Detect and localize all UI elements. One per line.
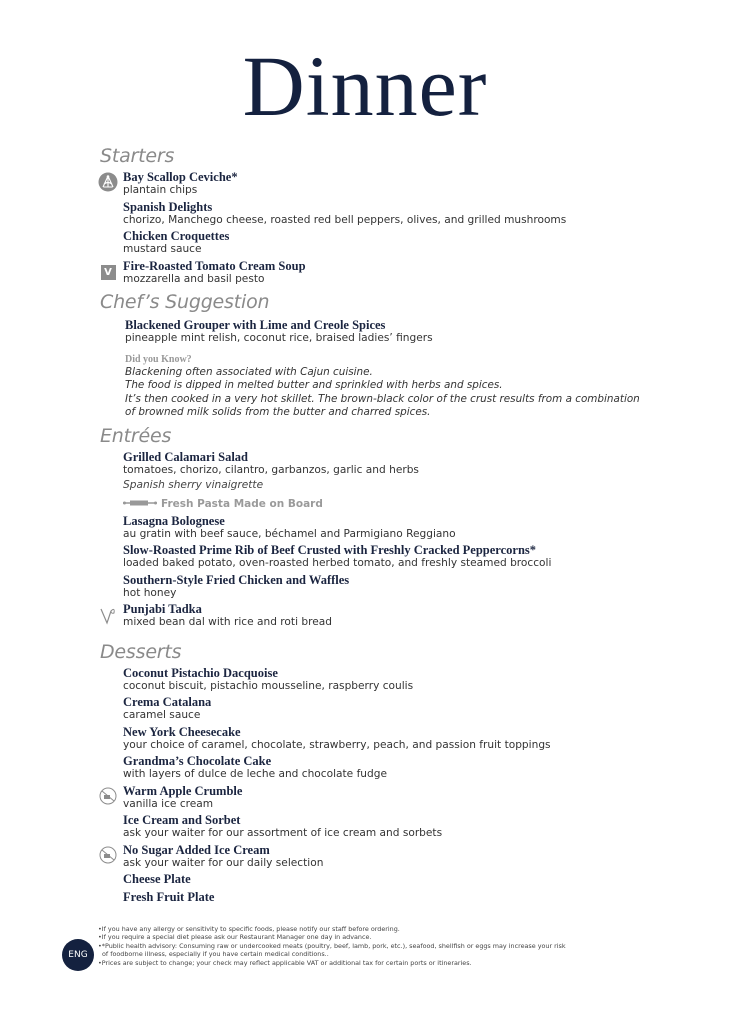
no-sugar-icon <box>98 845 118 865</box>
did-you-know <box>100 354 660 420</box>
rolling-pin-icon <box>123 498 157 510</box>
footer-note: •Prices are subject to change; your check may reflect applicable VAT or additional tax for certain ports or itineraries. <box>98 958 472 967</box>
item-name: Crema Catalana <box>123 695 212 709</box>
item-desc: coconut biscuit, pistachio mousseline, raspberry coulis <box>123 679 414 692</box>
vegetarian-icon-label: V <box>101 265 116 280</box>
section-title: Desserts <box>100 640 182 663</box>
footer-note: of foodborne illness, especially if you have certain medical conditions.. <box>102 950 329 959</box>
item-desc: vanilla ice cream <box>123 797 214 810</box>
section-chefs-suggestion <box>100 290 660 420</box>
page-title: Dinner <box>242 38 488 134</box>
footer-note: •If you require a special diet please ask our Restaurant Manager one day in advance. <box>98 933 372 942</box>
item-name: Spanish Delights <box>123 199 213 214</box>
section-entrees <box>100 424 660 630</box>
item-desc: your choice of caramel, chocolate, strawberry, peach, and passion fruit toppings <box>123 738 551 751</box>
did-you-know-heading: Did you Know? <box>125 353 192 365</box>
did-you-know-line: The food is dipped in melted butter and sprinkled with herbs and spices. <box>125 379 503 391</box>
menu-item <box>100 602 660 630</box>
menu-item <box>100 813 660 841</box>
item-desc: mustard sauce <box>123 243 202 255</box>
menu-item <box>100 754 660 782</box>
pasta-banner-label: Fresh Pasta Made on Board <box>161 497 323 510</box>
item-name: Coconut Pistachio Dacquoise <box>123 665 278 680</box>
vegan-icon <box>98 605 118 625</box>
footer-note: •*Public health advisory: Consuming raw or undercooked meats (poultry, beef, lamb, pork, etc.), seafood, shellfish or eggs may increase your risk <box>98 941 566 950</box>
item-name: Grandma’s Chocolate Cake <box>123 754 272 768</box>
item-name: Fire-Roasted Tomato Cream Soup <box>123 258 306 273</box>
item-desc: loaded baked potato, oven-roasted herbed tomato, and freshly steamed broccoli <box>123 557 552 569</box>
item-desc: tomatoes, chorizo, cilantro, garbanzos, garlic and herbs <box>123 463 419 476</box>
menu-item <box>100 514 660 542</box>
menu-item <box>100 573 660 601</box>
menu-body <box>100 144 660 906</box>
section-title: Entrées <box>100 424 172 447</box>
item-name: Grilled Calamari Salad <box>123 449 248 464</box>
menu-item <box>100 200 660 228</box>
menu-item <box>100 318 660 346</box>
item-desc: caramel sauce <box>123 709 201 721</box>
item-desc: au gratin with beef sauce, béchamel and Parmigiano Reggiano <box>123 527 456 540</box>
section-title: Chef’s Suggestion <box>100 291 270 313</box>
item-desc: ask your waiter for our assortment of ice cream and sorbets <box>123 827 443 839</box>
item-name: Bay Scallop Ceviche* <box>123 170 238 184</box>
item-desc: chorizo, Manchego cheese, roasted red bell peppers, olives, and grilled mushrooms <box>123 213 567 226</box>
item-desc: mozzarella and basil pesto <box>123 272 265 285</box>
no-sugar-icon <box>98 786 118 806</box>
menu-item <box>100 843 660 871</box>
section-title: Starters <box>100 145 175 167</box>
pasta-banner <box>100 498 660 510</box>
did-you-know-line: Blackening often associated with Cajun cuisine. <box>125 365 373 378</box>
item-name: Blackened Grouper with Lime and Creole Spices <box>125 318 386 332</box>
did-you-know-line: of browned milk solids from the butter and charred spices. <box>125 406 431 418</box>
section-desserts <box>100 640 660 905</box>
menu-item <box>100 666 660 694</box>
menu-item <box>100 695 660 723</box>
shellfish-icon <box>98 172 118 192</box>
item-desc: with layers of dulce de leche and chocolate fudge <box>123 768 387 780</box>
menu-item <box>100 450 660 493</box>
menu-item <box>100 543 660 571</box>
menu-item <box>100 229 660 257</box>
item-desc-note: Spanish sherry vinaigrette <box>123 479 264 491</box>
vegetarian-icon <box>98 263 118 283</box>
item-name: Fresh Fruit Plate <box>123 890 215 904</box>
item-name: Cheese Plate <box>123 872 191 886</box>
menu-item <box>100 170 660 198</box>
item-name: Lasagna Bolognese <box>123 513 225 528</box>
menu-item <box>100 784 660 812</box>
item-desc: hot honey <box>123 586 177 599</box>
item-name: Warm Apple Crumble <box>123 783 243 798</box>
item-name: New York Cheesecake <box>123 724 241 739</box>
item-desc: pineapple mint relish, coconut rice, braised ladies’ fingers <box>125 332 433 344</box>
footer-notes <box>98 925 618 967</box>
item-desc: plantain chips <box>123 184 198 196</box>
menu-item <box>100 259 660 287</box>
item-name: Punjabi Tadka <box>123 602 202 616</box>
item-name: Slow-Roasted Prime Rib of Beef Crusted with Freshly Cracked Peppercorns* <box>123 543 537 557</box>
item-desc: mixed bean dal with rice and roti bread <box>123 616 332 628</box>
menu-item <box>100 890 660 904</box>
section-starters <box>100 144 660 286</box>
language-badge[interactable]: ENG <box>62 939 94 971</box>
menu-item <box>100 725 660 753</box>
menu-item <box>100 872 660 886</box>
item-name: Chicken Croquettes <box>123 229 230 243</box>
footer-note: •If you have any allergy or sensitivity to specific foods, please notify our staff before ordering. <box>98 925 400 933</box>
did-you-know-line: It’s then cooked in a very hot skillet. The brown-black color of the crust results from a combination <box>125 392 640 405</box>
item-name: No Sugar Added Ice Cream <box>123 842 270 857</box>
item-name: Southern-Style Fried Chicken and Waffles <box>123 572 350 587</box>
item-name: Ice Cream and Sorbet <box>123 813 241 827</box>
item-desc: ask your waiter for our daily selection <box>123 856 324 869</box>
